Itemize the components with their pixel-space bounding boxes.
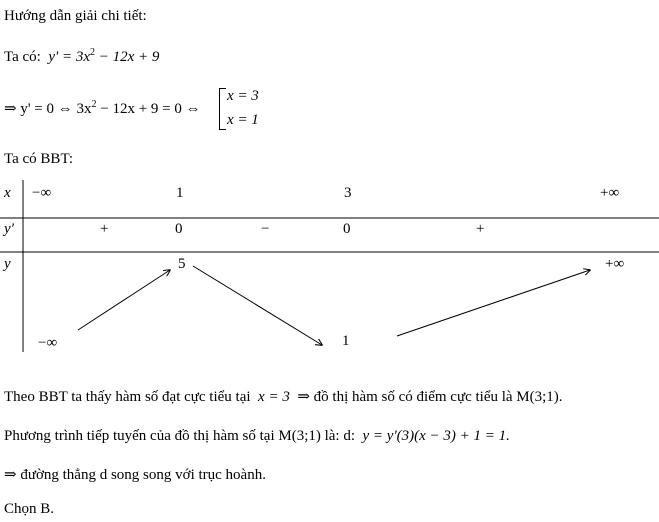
conclusion-line-2 (4, 429, 510, 444)
conclusion-1-pre: Theo BBT ta thấy hàm số đạt cực tiểu tại (4, 389, 251, 405)
x-value-pos-inf: +∞ (600, 185, 620, 201)
sign-minus: − (261, 221, 270, 237)
solve-implies: ⇒ y' = 0 ⇔ 3x (4, 101, 92, 117)
y-value-end: +∞ (605, 256, 625, 272)
sign-zero-2: 0 (343, 221, 351, 237)
sign-plus-1: + (100, 221, 109, 237)
conclusion-1-math: x = 3 (258, 389, 290, 405)
x-value-3: 3 (344, 185, 352, 201)
x-value-neg-inf: −∞ (32, 185, 52, 201)
sign-plus-2: + (476, 221, 485, 237)
bbt-label: Ta có BBT: (4, 151, 74, 167)
y-value-start: −∞ (38, 335, 58, 351)
row-label-y: y (4, 256, 11, 272)
solve-exponent: 2 (91, 99, 97, 110)
root-1: x = 3 (227, 88, 259, 104)
answer-choice: Chọn B. (4, 501, 55, 517)
y-value-min: 1 (342, 333, 350, 349)
sign-zero-1: 0 (175, 221, 183, 237)
conclusion-1-post: ⇒ đồ thị hàm số có điểm cực tiểu là M(3;1). (297, 389, 563, 405)
conclusion-2-pre: Phương trình tiếp tuyến của đồ thị hàm số tại M(3;1) là: d: (4, 428, 356, 444)
y-value-max: 5 (178, 256, 186, 272)
x-value-1: 1 (176, 185, 184, 201)
derivative-exponent: 2 (90, 47, 96, 58)
row-label-dy: y' (4, 221, 14, 237)
derivative-lhs: y' = 3x (48, 49, 91, 65)
solve-mid: − 12x + 9 = 0 ⇔ (96, 101, 201, 117)
derivative-prefix: Ta có: (4, 49, 41, 65)
conclusion-2-math: y = y'(3)(x − 3) + 1 = 1. (362, 428, 510, 444)
root-2: x = 1 (227, 112, 259, 128)
solution-heading: Hướng dẫn giải chi tiết: (4, 8, 147, 24)
conclusion-line-3: ⇒ đường thẳng d song song với trục hoành. (4, 467, 266, 483)
derivative-rhs: − 12x + 9 (95, 49, 160, 65)
arrow-decreasing (193, 266, 322, 345)
conclusion-line-1 (4, 390, 563, 405)
arrow-increasing-2 (397, 270, 590, 336)
arrow-increasing-1 (78, 270, 170, 330)
row-label-x: x (4, 185, 11, 201)
